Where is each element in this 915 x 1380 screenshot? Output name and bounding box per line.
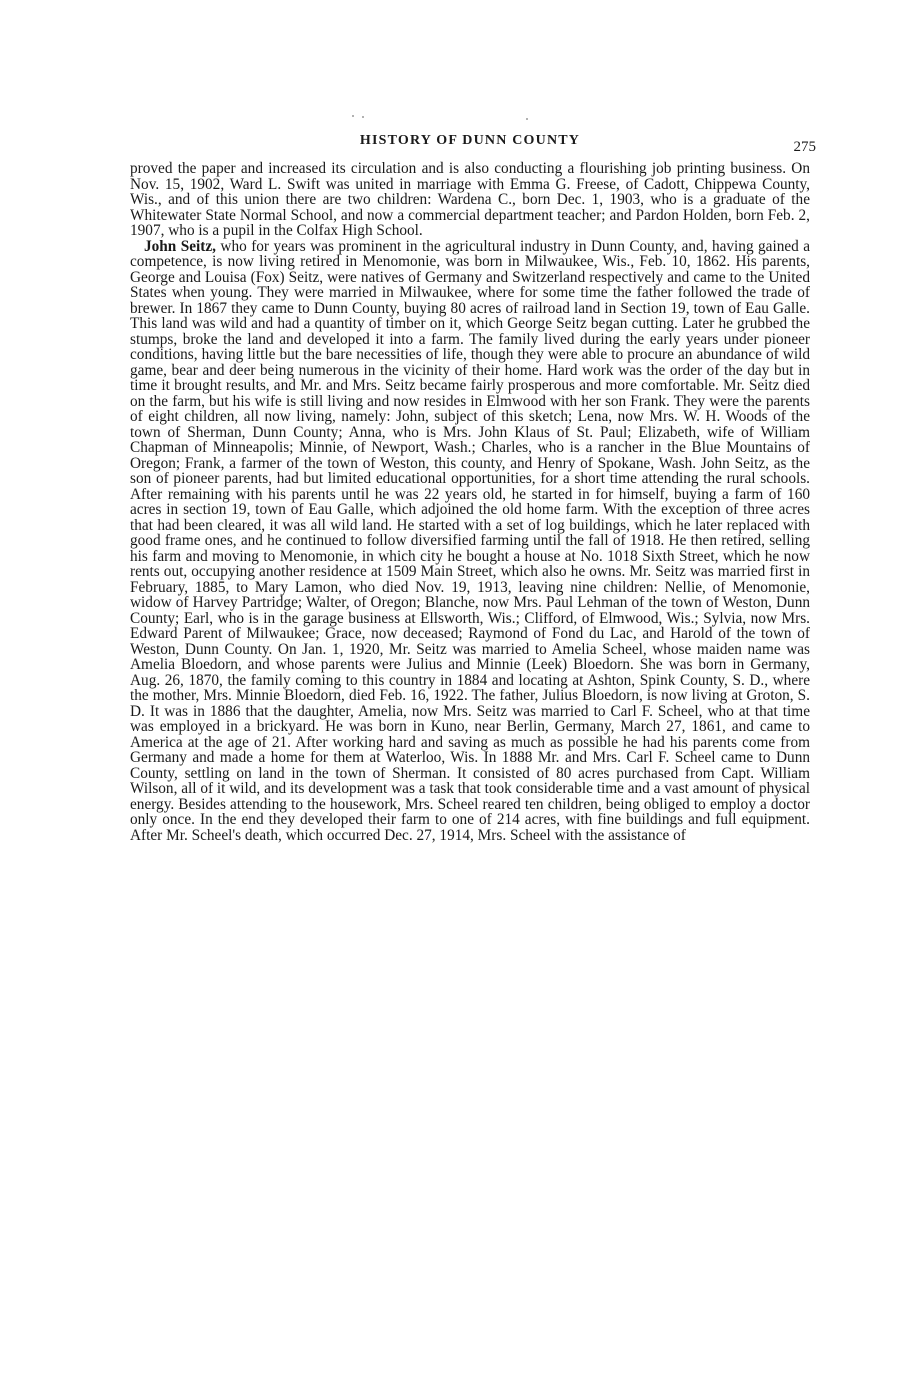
paragraph-continued: proved the paper and increased its circulation and is also conducting a flourishing job printing business. On Nov. 15, 1902, Ward L. Swift was united in marriage with Emma G. Freese, of Cadott, Chippewa County, Wis., and of this union there are two children: Wardena C., born Dec. 1, 1903, who is a graduate of the Whitewater State Normal School, and now a commercial department teacher; and Pardon Holden, born Feb. 2, 1907, who is a pupil in the Colfax High School. [130, 160, 810, 239]
subject-name: John Seitz, [144, 237, 216, 255]
scan-speck [362, 116, 364, 118]
running-title: HISTORY OF DUNN COUNTY [359, 133, 581, 148]
paragraph-john-seitz [130, 239, 810, 844]
page-number: 275 [793, 139, 816, 155]
running-head [130, 133, 816, 157]
paragraph-text: who for years was prominent in the agricultural industry in Dunn County, and, having gained a competence, is now living retired in Menomonie, was born in Milwaukee, Wis., Feb. 10, 1862. His parents, George and Louisa (Fox) Seitz, were natives of Germany and Switzerland respectively and came to the United States when young. They were married in Milwaukee, where for some time the father followed the trade of brewer. In 1867 they came to Dunn County, buying 80 acres of railroad land in Section 19, town of Eau Galle. This land was wild and had a quantity of timber on it, which George Seitz began cutting. Later he grubbed the stumps, broke the land and developed it into a farm. The family lived during the early years under pioneer conditions, having little but the bare necessities of life, though they were able to procure an abundance of wild game, bear and deer being numerous in the vicinity of their home. Hard work was the order of the day but in time it brought results, and Mr. and Mrs. Seitz became fairly prosperous and more comfortable. Mr. Seitz died on the farm, but his wife is still living and now resides in Elmwood with her son Frank. They were the parents of eight children, all now living, namely: John, subject of this sketch; Lena, now Mrs. W. H. Woods of the town of Sherman, Dunn County; Anna, who is Mrs. John Klaus of St. Paul; Elizabeth, wife of William Chapman of Minneapolis; Minnie, of Newport, Wash.; Charles, who is a rancher in the Blue Mountains of Oregon; Frank, a farmer of the town of Weston, this county, and Henry of Spokane, Wash. John Seitz, as the son of pioneer parents, had but limited educational opportunities, for a short time attending the rural schools. After remaining with his parents until he was 22 years old, he started in for himself, buying a farm of 160 acres in section 19, town of Eau Galle, which adjoined the old home farm. With the exception of three acres that had been cleared, it was all wild land. He started with a set of log buildings, which he later replaced with good frame ones, and he continued to follow diversified farming until the fall of 1918. He then retired, selling his farm and moving to Menomonie, in which city he bought a house at No. 1018 Sixth Street, which he now rents out, occupying another residence at 1509 Main Street, which also he owns. Mr. Seitz was married first in February, 1885, to Mary Lamon, who died Nov. 19, 1913, leaving nine children: Nellie, of Menomonie, widow of Harvey Partridge; Walter, of Oregon; Blanche, now Mrs. Paul Lehman of the town of Weston, Dunn County; Earl, who is in the garage business at Ellsworth, Wis.; Clifford, of Elmwood, Wis.; Sylvia, now Mrs. Edward Parent of Milwaukee; Grace, now deceased; Raymond of Fond du Lac, and Harold of the town of Weston, Dunn County. On Jan. 1, 1920, Mr. Seitz was married to Amelia Scheel, whose maiden name was Amelia Bloedorn, and whose parents were Julius and Minnie (Leek) Bloedorn. She was born in Germany, Aug. 26, 1870, the family coming to this country in 1884 and locating at Ashton, Spink County, S. D., where the mother, Mrs. Minnie Bloedorn, died Feb. 16, 1922. The father, Julius Bloedorn, is now living at Groton, S. D. It was in 1886 that the daughter, Amelia, now Mrs. Seitz was married to Carl F. Scheel, who at that time was employed in a brickyard. He was born in Kuno, near Berlin, Germany, March 27, 1861, and came to America at the age of 21. After working hard and saving as much as possible he had his parents come from Germany and made a home for them at Waterloo, Wis. In 1888 Mr. and Mrs. Carl F. Scheel came to Dunn County, settling on land in the town of Sherman. It consisted of 80 acres purchased from Capt. William Wilson, all of it wild, and its development was a task that took considerable time and a vast amount of physical energy. Besides attending to the housework, Mrs. Scheel reared ten children, being obliged to employ a doctor only once. In the end they developed their farm to one of 214 acres, with fine buildings and full equipment. After Mr. Scheel's death, which occurred Dec. 27, 1914, Mrs. Scheel with the assistance of [130, 237, 810, 844]
body-text [130, 161, 810, 843]
scan-speck [526, 118, 528, 120]
scan-speck [352, 115, 354, 117]
